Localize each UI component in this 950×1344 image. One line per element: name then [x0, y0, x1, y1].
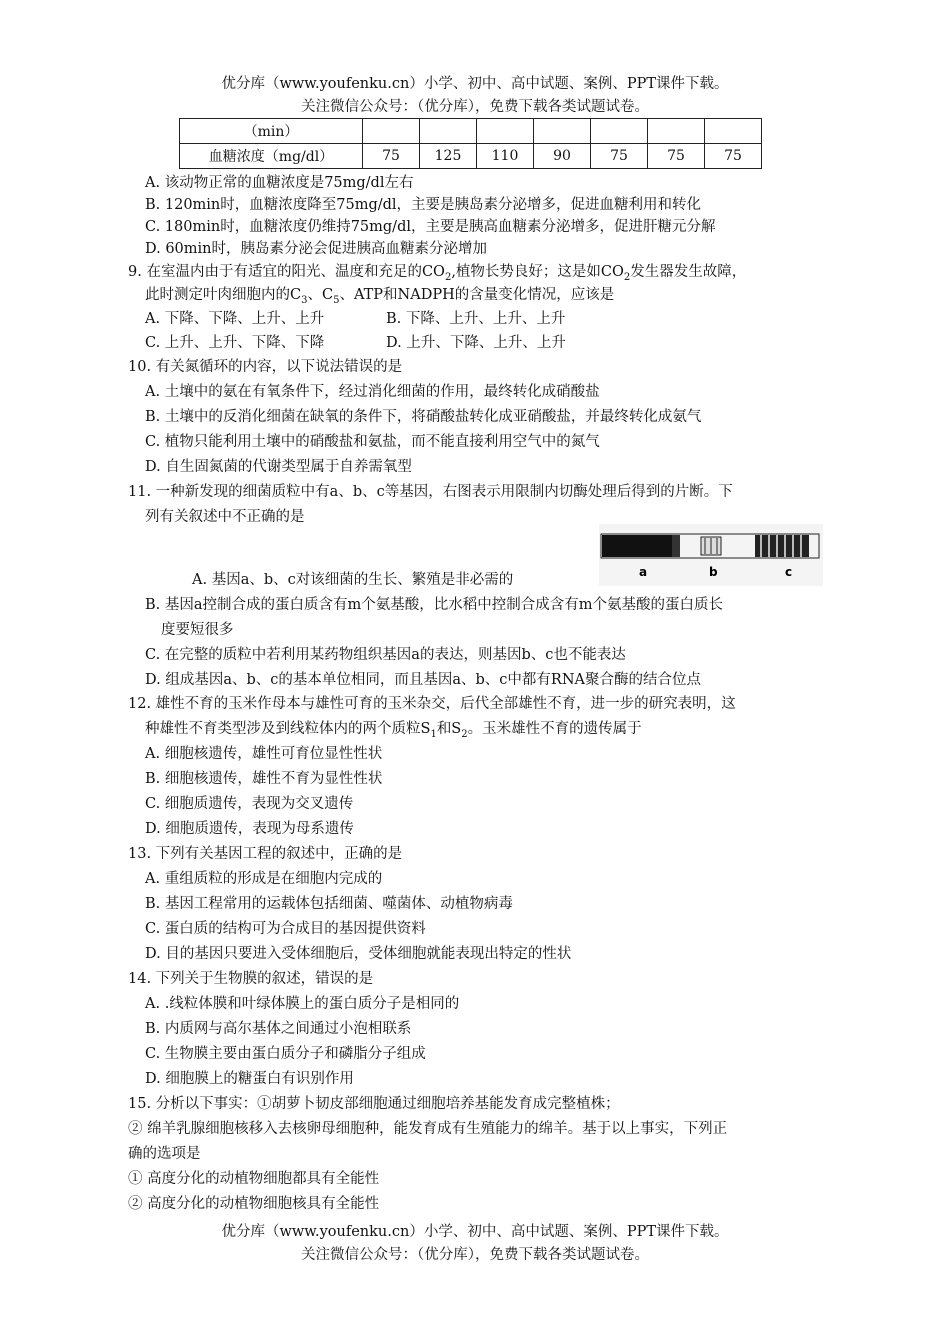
q8-option-d: D. 60min时，胰岛素分泌会促进胰高血糖素分泌增加	[145, 241, 488, 257]
q10-option-d: D. 自生固氮菌的代谢类型属于自养需氧型	[145, 459, 412, 475]
q14-option-b: B. 内质网与高尔基体之间通过小泡相联系	[145, 1021, 412, 1037]
q8-option-a: A. 该动物正常的血糖浓度是75mg/dl左右	[145, 175, 414, 191]
q14-option-a: A. .线粒体膜和叶绿体膜上的蛋白质分子是相同的	[145, 996, 460, 1012]
q10-stem: 10. 有关氮循环的内容，以下说法错误的是	[128, 359, 403, 375]
restriction-fragment-figure	[599, 524, 823, 586]
table-cell	[591, 119, 648, 144]
q12-option-d: D. 细胞质遗传，表现为母系遗传	[145, 821, 354, 837]
q13-option-c: C. 蛋白质的结构可为合成目的基因提供资料	[145, 921, 426, 937]
label-gene-a: a	[639, 565, 648, 579]
q13-option-d: D. 目的基因只要进入受体细胞后，受体细胞就能表现出特定的性状	[145, 946, 572, 962]
q8-option-c: C. 180min时，血糖浓度仍维持75mg/dl，主要是胰高血糖素分泌增多，促进肝糖元分解	[145, 219, 716, 235]
q14-option-c: C. 生物膜主要由蛋白质分子和磷脂分子组成	[145, 1046, 426, 1062]
q9-option-c: C. 上升、上升、下降、下降	[145, 335, 325, 351]
q8-option-b: B. 120min时，血糖浓度降至75mg/dl，主要是胰岛素分泌增多，促进血糖利用和转化	[145, 197, 702, 213]
table-cell	[648, 119, 705, 144]
q15-stem-line-2: ② 绵羊乳腺细胞核移入去核卵母细胞种，能发育成有生殖能力的绵羊。基于以上事实，下列正	[128, 1121, 728, 1137]
q10-option-c: C. 植物只能利用土壤中的硝酸盐和氨盐，而不能直接利用空气中的氮气	[145, 434, 600, 450]
table-cell	[534, 119, 591, 144]
q11-stem-line-2: 列有关叙述中不正确的是	[145, 509, 305, 525]
q15-item-1: ① 高度分化的动植物细胞都具有全能性	[128, 1171, 380, 1187]
footer-line-1: 优分库（www.youfenku.cn）小学、初中、高中试题、案例、PPT课件下载。	[221, 1224, 729, 1240]
q15-stem-line-3: 确的选项是	[128, 1146, 201, 1162]
table-row	[180, 144, 762, 169]
table-cell: 75	[648, 144, 705, 169]
q10-option-b: B. 土壤中的反消化细菌在缺氧的条件下，将硝酸盐转化成亚硝酸盐，并最终转化成氨气	[145, 409, 702, 425]
gene-a-edge	[672, 535, 680, 557]
q12-stem-line-2: 种雄性不育类型涉及到线粒体内的两个质粒$S_1$和$S_2$。玉米雄性不育的遗传属于	[145, 721, 642, 740]
q15-stem-line-1: 15. 分析以下事实：①胡萝卜韧皮部细胞通过细胞培养基能发育成完整植株；	[128, 1096, 620, 1112]
table-row	[180, 119, 762, 144]
q11-option-c: C. 在完整的质粒中若利用某药物组织基因a的表达，则基因b、c也不能表达	[145, 647, 626, 663]
q11-option-b-line-1: B. 基因a控制合成的蛋白质含有m个氨基酸，比水稻中控制合成含有m个氨基酸的蛋白质长	[145, 597, 724, 613]
table-cell	[420, 119, 477, 144]
q12-option-a: A. 细胞核遗传，雄性可育位显性性状	[145, 746, 383, 762]
q13-stem: 13. 下列有关基因工程的叙述中，正确的是	[128, 846, 403, 862]
label-gene-c: c	[785, 565, 793, 579]
q14-option-d: D. 细胞膜上的糖蛋白有识别作用	[145, 1071, 354, 1087]
footer-line-2: 关注微信公众号：（优分库），免费下载各类试题试卷。	[301, 1247, 649, 1263]
table-cell: 110	[477, 144, 534, 169]
q9-option-a: A. 下降、下降、上升、上升	[145, 311, 325, 327]
q11-option-b-line-2: 度要短很多	[161, 622, 234, 638]
q15-item-2: ② 高度分化的动植物细胞核具有全能性	[128, 1196, 380, 1212]
q12-stem-line-1: 12. 雄性不育的玉米作母本与雄性可育的玉米杂交，后代全部雄性不育，进一步的研究表明，这	[128, 696, 736, 712]
table-cell: 75	[363, 144, 420, 169]
blood-sugar-table	[179, 118, 762, 169]
q10-option-a: A. 土壤中的氨在有氧条件下，经过消化细菌的作用，最终转化成硝酸盐	[145, 384, 600, 400]
q11-option-d: D. 组成基因a、b、c的基本单位相同，而且基因a、b、c中都有RNA聚合酶的结合位点	[145, 672, 701, 688]
q11-stem-line-1: 11. 一种新发现的细菌质粒中有a、b、c等基因，右图表示用限制内切酶处理后得到的片断。下	[128, 484, 733, 500]
gene-a-region	[602, 535, 672, 557]
header-line-2: 关注微信公众号：（优分库），免费下载各类试题试卷。	[301, 99, 649, 115]
q9-stem-line-1: 9. 在室温内由于有适宜的阳光、温度和充足的$CO_2$,植物长势良好；这是如$CO_2$发生器发生故障，	[128, 264, 747, 283]
q11-option-a: A. 基因a、b、c对该细菌的生长、繁殖是非必需的	[192, 572, 514, 588]
table-cell	[477, 119, 534, 144]
header-line-1: 优分库（www.youfenku.cn）小学、初中、高中试题、案例、PPT课件下载。	[221, 76, 729, 92]
q12-option-c: C. 细胞质遗传，表现为交叉遗传	[145, 796, 354, 812]
table-cell: 125	[420, 144, 477, 169]
label-gene-b: b	[709, 565, 718, 579]
table-cell	[363, 119, 420, 144]
q9-option-b: B. 下降、上升、上升、上升	[386, 311, 566, 327]
q13-option-b: B. 基因工程常用的运载体包括细菌、噬菌体、动植物病毒	[145, 896, 513, 912]
table-cell-glucose-label: 血糖浓度（mg/dl）	[180, 144, 363, 169]
table-cell: 75	[705, 144, 762, 169]
table-cell	[705, 119, 762, 144]
table-cell: 90	[534, 144, 591, 169]
q13-option-a: A. 重组质粒的形成是在细胞内完成的	[145, 871, 383, 887]
q9-option-d: D. 上升、下降、上升、上升	[386, 335, 566, 351]
q12-option-b: B. 细胞核遗传，雄性不育为显性性状	[145, 771, 383, 787]
q9-stem-line-2: 此时测定叶肉细胞内的$C_3$、$C_5$、ATP和NADPH的含量变化情况，应该是	[145, 287, 615, 306]
q14-stem: 14. 下列关于生物膜的叙述，错误的是	[128, 971, 374, 987]
table-cell: 75	[591, 144, 648, 169]
table-cell-time-label: （min）	[180, 119, 363, 144]
